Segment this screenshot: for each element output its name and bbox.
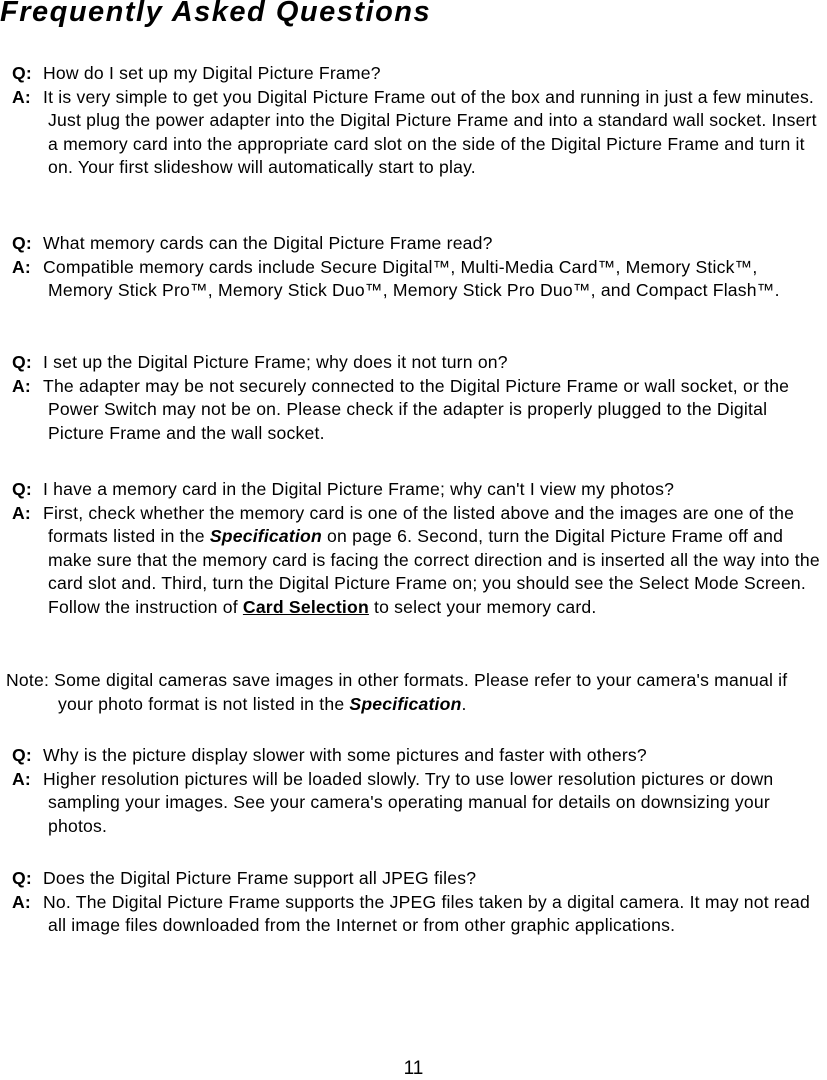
question <box>6 232 824 256</box>
faq-item-setup <box>6 62 824 180</box>
question-text: How do I set up my Digital Picture Frame? <box>43 63 381 83</box>
q-label: Q: <box>12 63 32 83</box>
question-text: I set up the Digital Picture Frame; why does it not turn on? <box>43 352 508 372</box>
specification-ref: Specification <box>209 526 322 546</box>
page-title: Frequently Asked Questions <box>0 0 432 28</box>
answer-text-part3: to select your memory card. <box>374 596 597 617</box>
faq-item-jpeg <box>6 867 824 938</box>
answer-text: No. The Digital Picture Frame supports the JPEG files taken by a digital camera. It may not read all image files downloaded from the Internet or from other graphic applications. <box>43 891 810 935</box>
faq-item-memory-cards <box>6 232 824 303</box>
a-label: A: <box>12 768 31 789</box>
q-label: Q: <box>12 233 32 253</box>
a-label: A: <box>12 375 31 396</box>
answer <box>6 768 824 839</box>
page-number: 11 <box>403 1058 424 1079</box>
note-end: . <box>461 693 467 714</box>
answer-text-part2: on page 6. Second, turn the Digital Picture Frame off and make sure that the memory card is facing the correct direction and is inserted all the way into the card slot and. Third, turn the Digital Picture Frame on; you should see the Select Mode Screen. Follow the instruction of <box>48 526 820 617</box>
faq-item-speed <box>6 744 824 838</box>
q-label: Q: <box>12 352 32 372</box>
card-selection-link[interactable]: Card Selection <box>242 596 369 617</box>
specification-ref: Specification <box>349 693 462 714</box>
q-label: Q: <box>12 479 32 499</box>
question-text: Why is the picture display slower with some pictures and faster with others? <box>43 745 647 765</box>
question <box>6 867 824 891</box>
answer <box>6 891 824 938</box>
a-label: A: <box>12 256 31 277</box>
answer <box>6 502 824 620</box>
answer-text: Compatible memory cards include Secure Digital™, Multi-Media Card™, Memory Stick™, Memory Stick Pro™, Memory Stick Duo™, Memory Stick Pro Duo™, and Compact Flash™. <box>43 256 780 300</box>
answer-text: The adapter may be not securely connected to the Digital Picture Frame or wall socket, or the Power Switch may not be on. Please check if the adapter is properly plugged to the Digital Picture Frame and the wall socket. <box>43 375 790 443</box>
question-text: What memory cards can the Digital Picture Frame read? <box>43 233 493 253</box>
q-label: Q: <box>12 745 32 765</box>
note-text: Note: Some digital cameras save images in other formats. Please refer to your camera's manual if your photo format is not listed in the <box>6 670 788 714</box>
question-text: Does the Digital Picture Frame support all JPEG files? <box>43 868 477 888</box>
answer <box>6 86 824 180</box>
a-label: A: <box>12 891 31 912</box>
question <box>6 351 824 375</box>
a-label: A: <box>12 86 31 107</box>
question <box>6 478 824 502</box>
answer <box>6 256 824 303</box>
question-text: I have a memory card in the Digital Picture Frame; why can't I view my photos? <box>43 479 675 499</box>
answer-text-part1: First, check whether the memory card is one of the listed above and the images are one of the formats listed in the <box>43 502 795 546</box>
answer <box>6 375 824 446</box>
question <box>6 744 824 768</box>
answer-text: It is very simple to get you Digital Picture Frame out of the box and running in just a few minutes. Just plug the power adapter into the Digital Picture Frame and into a standard wall socket. Insert a memory card into the appropriate card slot on the side of the Digital Picture Frame and turn it on. Your first slideshow will automatically start to play. <box>43 86 817 177</box>
note <box>6 669 824 716</box>
a-label: A: <box>12 502 31 523</box>
q-label: Q: <box>12 868 32 888</box>
faq-item-power <box>6 351 824 445</box>
faq-item-view-photos <box>6 478 824 619</box>
question <box>6 62 824 86</box>
answer-text: Higher resolution pictures will be loaded slowly. Try to use lower resolution pictures or down sampling your images. See your camera's operating manual for details on downsizing your photos. <box>43 768 774 836</box>
